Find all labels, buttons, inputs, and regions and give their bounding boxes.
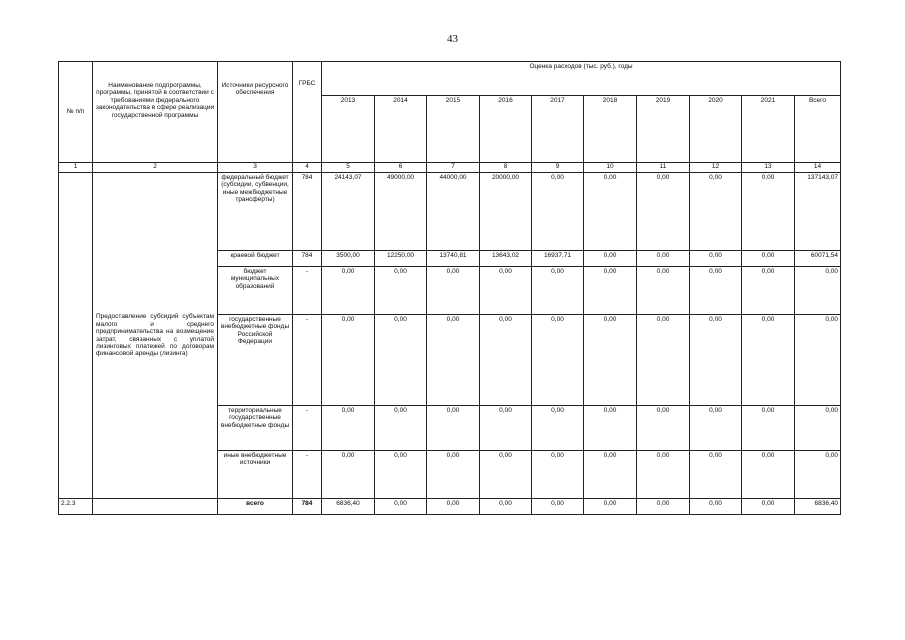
column-number: 9	[532, 163, 584, 173]
grbs-code: -	[293, 406, 322, 451]
header-source: Источники ресурсного обеспечения	[218, 62, 293, 163]
total-number: 2.2.3	[59, 499, 93, 515]
value-cell: 0,00	[690, 173, 742, 251]
value-cell: 0,00	[742, 315, 795, 406]
value-cell: 0,00	[637, 267, 690, 315]
value-cell: 0,00	[690, 267, 742, 315]
value-cell: 0,00	[532, 315, 584, 406]
measure-name: Предоставление субсидий субъектам малого и среднего предпринимательства на возмещение затрат, связанных с уплатой лизинговых платежей по договорам финансовой аренды (лизинга)	[93, 173, 218, 499]
value-cell: 0,00	[375, 451, 427, 499]
column-number: 7	[427, 163, 480, 173]
total-value: 0,00	[532, 499, 584, 515]
value-cell: 0,00	[532, 267, 584, 315]
header-estimate: Оценка расходов (тыс. руб.), годы	[322, 62, 841, 96]
source-name: краевой бюджет	[218, 251, 293, 267]
value-cell: 0,00	[480, 451, 532, 499]
header-year: 2016	[480, 96, 532, 163]
value-cell: 13643,02	[480, 251, 532, 267]
value-cell: 0,00	[427, 451, 480, 499]
column-number: 11	[637, 163, 690, 173]
value-cell: 0,00	[690, 251, 742, 267]
header-year: Всего	[795, 96, 841, 163]
total-row	[59, 499, 841, 515]
data-row	[59, 173, 841, 251]
value-cell: 0,00	[690, 451, 742, 499]
source-name: государственные внебюджетные фонды Российской Федерации	[218, 315, 293, 406]
header-year: 2013	[322, 96, 375, 163]
column-number: 6	[375, 163, 427, 173]
total-value: 6836,40	[795, 499, 841, 515]
value-cell: 0,00	[584, 315, 637, 406]
column-number: 10	[584, 163, 637, 173]
source-name: территориальные государственные внебюджетные фонды	[218, 406, 293, 451]
value-cell: 0,00	[795, 267, 841, 315]
value-cell: 13740,81	[427, 251, 480, 267]
total-grbs: 784	[293, 499, 322, 515]
grbs-code: -	[293, 451, 322, 499]
header-num: № п/п	[59, 62, 93, 163]
column-number: 3	[218, 163, 293, 173]
value-cell: 0,00	[532, 406, 584, 451]
value-cell: 0,00	[322, 451, 375, 499]
value-cell: 3500,00	[322, 251, 375, 267]
total-value: 0,00	[690, 499, 742, 515]
value-cell: 16937,71	[532, 251, 584, 267]
value-cell: 0,00	[637, 251, 690, 267]
value-cell: 0,00	[584, 267, 637, 315]
value-cell: 0,00	[532, 451, 584, 499]
value-cell: 0,00	[637, 406, 690, 451]
column-number: 14	[795, 163, 841, 173]
value-cell: 0,00	[480, 267, 532, 315]
header-year: 2014	[375, 96, 427, 163]
value-cell: 0,00	[322, 267, 375, 315]
value-cell: 0,00	[690, 406, 742, 451]
total-value: 0,00	[427, 499, 480, 515]
value-cell: 0,00	[375, 315, 427, 406]
value-cell: 20000,00	[480, 173, 532, 251]
source-name: бюджет муниципальных образований	[218, 267, 293, 315]
value-cell: 0,00	[427, 315, 480, 406]
page-number: 43	[447, 33, 458, 45]
source-name: иные внебюджетные источники	[218, 451, 293, 499]
header-year: 2017	[532, 96, 584, 163]
value-cell: 0,00	[480, 406, 532, 451]
value-cell: 0,00	[427, 267, 480, 315]
value-cell: 0,00	[322, 315, 375, 406]
value-cell: 0,00	[427, 406, 480, 451]
header-year: 2020	[690, 96, 742, 163]
total-empty	[93, 499, 218, 515]
value-cell: 0,00	[584, 406, 637, 451]
value-cell: 0,00	[637, 451, 690, 499]
value-cell: 137143,07	[795, 173, 841, 251]
value-cell: 49000,00	[375, 173, 427, 251]
header-year: 2018	[584, 96, 637, 163]
header-year: 2021	[742, 96, 795, 163]
column-number: 13	[742, 163, 795, 173]
value-cell: 0,00	[480, 315, 532, 406]
header-year: 2015	[427, 96, 480, 163]
total-value: 0,00	[637, 499, 690, 515]
value-cell: 0,00	[637, 315, 690, 406]
column-number: 12	[690, 163, 742, 173]
value-cell: 12250,00	[375, 251, 427, 267]
row-number-cell	[59, 173, 93, 499]
grbs-code: -	[293, 315, 322, 406]
value-cell: 0,00	[742, 267, 795, 315]
value-cell: 44000,00	[427, 173, 480, 251]
column-number: 4	[293, 163, 322, 173]
budget-table	[58, 61, 841, 515]
value-cell: 0,00	[795, 315, 841, 406]
value-cell: 0,00	[375, 406, 427, 451]
value-cell: 0,00	[742, 173, 795, 251]
total-label: всего	[218, 499, 293, 515]
column-number: 1	[59, 163, 93, 173]
source-name: федеральный бюджет (субсидии, субвенции, иные межбюджетные трансферты)	[218, 173, 293, 251]
value-cell: 0,00	[532, 173, 584, 251]
value-cell: 24143,07	[322, 173, 375, 251]
value-cell: 60071,54	[795, 251, 841, 267]
grbs-code: -	[293, 267, 322, 315]
total-value: 0,00	[584, 499, 637, 515]
grbs-code: 784	[293, 173, 322, 251]
column-number-row	[59, 163, 841, 173]
value-cell: 0,00	[584, 173, 637, 251]
value-cell: 0,00	[742, 406, 795, 451]
total-value: 0,00	[375, 499, 427, 515]
value-cell: 0,00	[742, 251, 795, 267]
column-number: 8	[480, 163, 532, 173]
total-value: 0,00	[742, 499, 795, 515]
total-value: 6836,40	[322, 499, 375, 515]
grbs-code: 784	[293, 251, 322, 267]
value-cell: 0,00	[795, 406, 841, 451]
header-row-1	[59, 62, 841, 96]
value-cell: 0,00	[375, 267, 427, 315]
value-cell: 0,00	[637, 173, 690, 251]
header-name: Наименование подпрограммы, программы, принятой в соответствии с требованиями федерального законодательства в сфере реализации государственной программы	[93, 62, 218, 163]
column-number: 2	[93, 163, 218, 173]
value-cell: 0,00	[795, 451, 841, 499]
total-value: 0,00	[480, 499, 532, 515]
value-cell: 0,00	[584, 251, 637, 267]
header-grbs: ГРБС	[293, 62, 322, 163]
value-cell: 0,00	[742, 451, 795, 499]
value-cell: 0,00	[690, 315, 742, 406]
column-number: 5	[322, 163, 375, 173]
value-cell: 0,00	[584, 451, 637, 499]
value-cell: 0,00	[322, 406, 375, 451]
header-year: 2019	[637, 96, 690, 163]
